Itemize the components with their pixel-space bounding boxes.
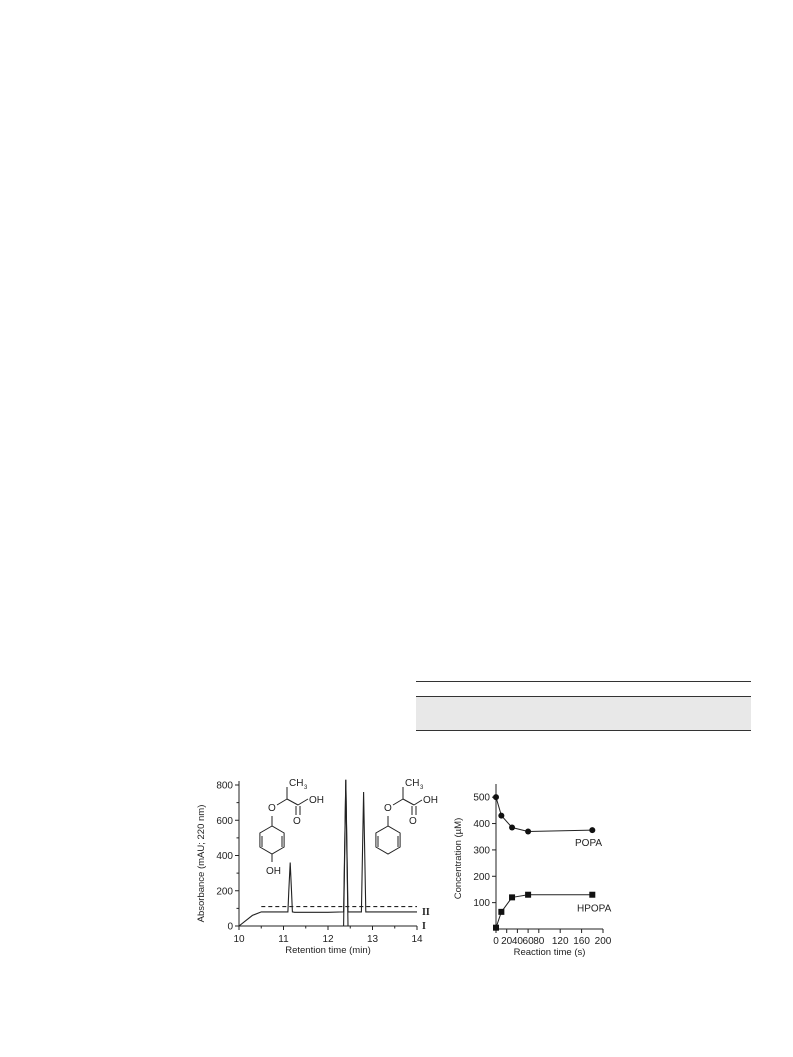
series-label-hpopa: HPOPA [577,903,612,915]
y-axis-label: Absorbance (mAU; 220 nm) [196,804,207,923]
y-tick-label: 100 [473,898,490,910]
label-phenol-oh: OH [266,866,281,877]
label-methyl: CH [405,778,420,789]
y-tick-label: 600 [216,815,233,827]
x-tick-label: 10 [233,934,245,945]
structure-hpopa [260,778,324,877]
bond [403,799,414,805]
label-ether-o: O [384,803,392,814]
label-hydroxyl: OH [309,795,324,806]
y-tick-label: 0 [227,921,233,933]
label-carbonyl-o: O [409,816,417,827]
x-tick-label: 80 [533,936,545,947]
label-methyl: CH [289,778,304,789]
bond [287,799,298,805]
x-axis-label: Retention time (min) [285,945,371,956]
data-point-popa [589,827,595,833]
y-tick-label: 400 [473,819,490,831]
benzene-ring [376,826,400,854]
kinetics-chart [453,784,612,958]
structure-popa [376,778,438,854]
data-point-popa [493,794,499,800]
label-methyl-sub: 3 [420,785,424,791]
y-tick-label: 800 [216,780,233,792]
label-carbonyl-o: O [293,816,301,827]
x-axis-label: Reaction time (s) [513,947,586,958]
data-point-popa [498,813,504,819]
benzene-ring [260,826,284,854]
series-label-popa: POPA [575,838,603,849]
bond [277,799,287,805]
x-tick-label: 14 [411,934,423,945]
chromatogram-chart [196,778,438,956]
y-tick-label: 200 [473,871,490,883]
data-point-hpopa [493,925,499,931]
data-point-hpopa [509,894,515,900]
x-tick-label: 200 [594,936,612,947]
x-tick-label: 11 [278,934,289,945]
label-methyl-sub: 3 [304,785,308,791]
data-point-hpopa [525,892,531,898]
data-point-popa [509,825,515,831]
y-tick-label: 200 [216,886,233,898]
y-tick-label: 300 [473,845,490,857]
y-axis-label: Concentration (µM) [453,817,464,900]
trace-label-II: II [422,906,430,918]
x-tick-label: 13 [366,934,379,945]
x-tick-label: 160 [573,936,590,947]
x-tick-label: 60 [522,936,534,947]
data-point-hpopa [498,909,504,915]
x-tick-label: 12 [322,934,334,945]
y-tick-label: 400 [216,851,233,862]
data-point-popa [525,828,531,834]
label-ether-o: O [268,803,276,814]
label-hydroxyl: OH [423,795,438,806]
trace-label-I: I [422,921,426,932]
x-tick-label: 40 [511,936,523,947]
x-tick-label: 120 [551,936,569,947]
x-tick-label: 20 [501,936,513,947]
data-point-hpopa [589,892,595,898]
bond [393,799,403,805]
bond [414,800,422,805]
bond [298,799,308,805]
y-tick-label: 500 [473,792,490,804]
x-tick-label: 0 [493,936,499,947]
